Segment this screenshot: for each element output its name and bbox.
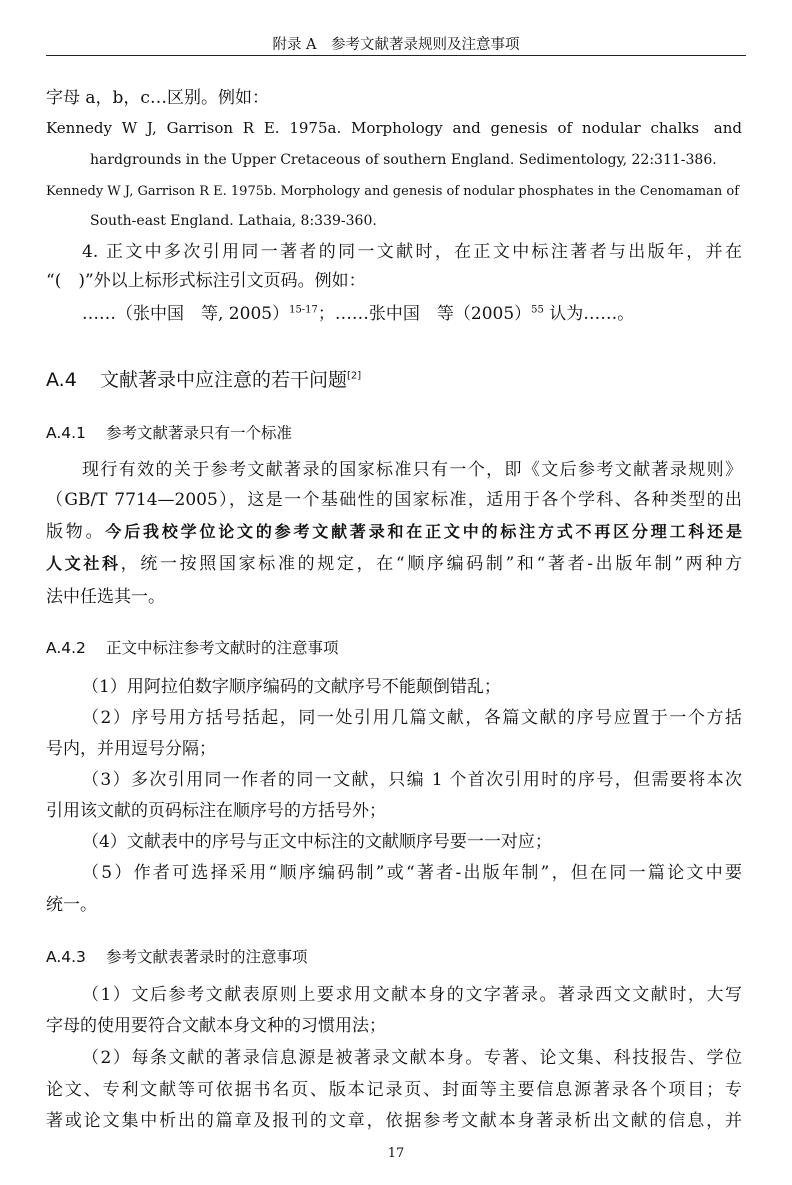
section-a42-heading	[46, 636, 742, 660]
a41-para-line3	[46, 520, 742, 544]
example-b: ；……张中国 等（2005）	[317, 304, 532, 324]
section-a42-number: A.4.2	[46, 639, 86, 657]
example-a: ……（张中国 等, 2005）	[82, 304, 290, 324]
a41-para-line4-plain: ，统一按照国家标准的规定，在“顺序编码制”和“著者-出版年制”两种方	[120, 554, 742, 574]
a42-item4: （4）文献表中的序号与正文中标注的文献顺序号要一一对应；	[82, 832, 552, 852]
item4-line1: 4. 正文中多次引用同一著者的同一文献时，在正文中标注著者与出版年，并在	[82, 242, 742, 262]
a42-item1: （1）用阿拉伯数字顺序编码的文献序号不能颠倒错乱；	[82, 677, 501, 697]
section-a4-cite: [2]	[347, 370, 362, 382]
item4-line2: “( )”外以上标形式标注引文页码。例如：	[46, 271, 366, 291]
a41-para-line1: 现行有效的关于参考文献著录的国家标准只有一个，即《文后参考文献著录规则》	[82, 460, 742, 480]
a41-para-line4	[46, 552, 742, 576]
a41-para-line3-plain: 版物。	[46, 522, 106, 542]
a41-para-line5: 法中任选其一。	[46, 587, 165, 607]
ref1-line1-right: and	[713, 119, 742, 137]
a43-item2-line3: 著或论文集中析出的篇章及报刊的文章，依据参考文献本身著录析出文献的信息，并	[46, 1111, 742, 1131]
example-a-sup: 15-17	[289, 304, 318, 316]
section-a4-title: 文献著录中应注意的若干问题	[100, 369, 348, 391]
ref1-line2: hardgrounds in the Upper Cretaceous of southern England. Sedimentology, 22:311-386.	[90, 152, 717, 168]
section-a41-heading	[46, 421, 742, 445]
section-a41-title: 参考文献著录只有一个标准	[106, 424, 293, 442]
a43-item2-line2: 论文、专利文献等可依据书名页、版本记录页、封面等主要信息源著录各个项目；专	[46, 1080, 742, 1100]
a41-para-line3-bold: 今后我校学位论文的参考文献著录和在正文中的标注方式不再区分理工科还是	[105, 522, 742, 541]
a42-item2-line1: （2）序号用方括号括起，同一处引用几篇文献，各篇文献的序号应置于一个方括	[82, 708, 742, 728]
header-rule	[46, 55, 746, 56]
a42-item5-line1: （5）作者可选择采用“顺序编码制”或“著者-出版年制”，但在同一篇论文中要	[82, 863, 742, 883]
section-a4-number: A.4	[46, 369, 77, 391]
section-a4-heading	[46, 368, 742, 392]
ref1-line1-left: Kennedy W J, Garrison R E. 1975a. Morphology and genesis of nodular chalks	[46, 119, 700, 137]
ref2-line2: South-east England. Lathaia, 8:339-360.	[90, 213, 377, 229]
a43-item1-line1: （1）文后参考文献表原则上要求用文献本身的文字著录。著录西文文献时，大写	[82, 985, 742, 1005]
a42-item3-line1: （3）多次引用同一作者的同一文献，只编 1 个首次引用时的序号，但需要将本次	[82, 770, 742, 790]
a41-para-line4-bold: 人文社科	[46, 554, 121, 573]
a42-item5-line2: 统一。	[46, 895, 97, 915]
section-a42-title: 正文中标注参考文献时的注意事项	[106, 639, 339, 657]
page-number: 17	[387, 1146, 405, 1161]
item4-example	[82, 302, 778, 326]
intro-line: 字母 a，b，c…区别。例如：	[46, 88, 269, 108]
section-a43-title: 参考文献表著录时的注意事项	[106, 948, 308, 966]
a43-item1-line2: 字母的使用要符合文献本身文种的习惯用法；	[46, 1016, 386, 1036]
example-b-sup: 55	[531, 304, 544, 316]
running-header: 附录 A 参考文献著录规则及注意事项	[272, 37, 520, 53]
a42-item2-line2: 号内，并用逗号分隔；	[46, 739, 216, 759]
ref2-line1: Kennedy W J, Garrison R E. 1975b. Morphology and genesis of nodular phosphates in the Cenomaman of	[46, 184, 740, 199]
ref1-line1	[46, 116, 742, 140]
a43-item2-line1: （2）每条文献的著录信息源是被著录文献本身。专著、论文集、科技报告、学位	[82, 1048, 742, 1068]
section-a43-heading	[46, 945, 742, 969]
example-c: 认为……。	[543, 304, 635, 324]
section-a41-number: A.4.1	[46, 424, 86, 442]
a41-para-line2: （GB/T 7714—2005），这是一个基础性的国家标准，适用于各个学科、各种类型的出	[46, 490, 742, 510]
a42-item3-line2: 引用该文献的页码标注在顺序号的方括号外；	[46, 801, 386, 821]
section-a43-number: A.4.3	[46, 948, 86, 966]
